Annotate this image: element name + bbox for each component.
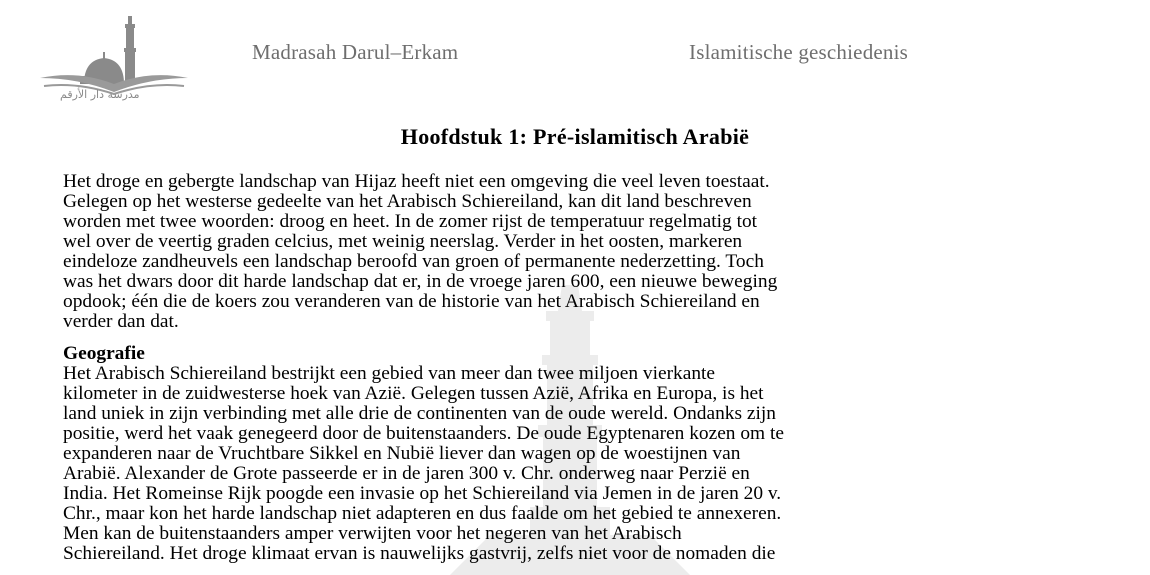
text-line: positie, werd het vaak genegeerd door de buitenstaanders. De oude Egyptenaren kozen om te: [63, 423, 784, 444]
text-line: eindeloze zandheuvels een landschap beroofd van groen of permanente nederzetting. Toch: [63, 251, 764, 272]
text-line: land uniek in zijn verbinding met alle drie de continenten van de oude wereld. Ondanks zijn: [63, 403, 776, 424]
text-line: Men kan de buitenstaanders amper verwijten voor het negeren van het Arabisch: [63, 523, 682, 544]
text-line: Arabië. Alexander de Grote passeerde er in de jaren 300 v. Chr. onderweg naar Perzië en: [63, 463, 750, 484]
text-line: India. Het Romeinse Rijk poogde een invasie op het Schiereiland via Jemen in de jaren 20 v.: [63, 483, 782, 504]
intro-paragraph: [63, 172, 1113, 332]
subject-name: Islamitische geschiedenis: [689, 40, 909, 64]
logo-arabic-text: مدرسة دار الأرقم: [60, 88, 140, 101]
text-line: Het droge en gebergte landschap van Hijaz heeft niet een omgeving die veel leven toestaat.: [63, 171, 770, 192]
text-line: expanderen naar de Vruchtbare Sikkel en Nubië liever dan wagen op de woestijnen van: [63, 443, 741, 464]
text-line: verder dan dat.: [63, 311, 179, 332]
text-line: Schiereiland. Het droge klimaat ervan is nauwelijks gastvrij, zelfs niet voor de nomaden die: [63, 543, 776, 564]
document-body: [63, 172, 1113, 564]
page-header: [0, 0, 1150, 110]
text-line: worden met twee woorden: droog en heet. In de zomer rijst de temperatuur regelmatig tot: [63, 211, 758, 232]
text-line: opdook; één die de koers zou veranderen van de historie van het Arabisch Schiereiland en: [63, 291, 760, 312]
text-line: kilometer in de zuidwesterse hoek van Azië. Gelegen tussen Azië, Afrika en Europa, is het: [63, 383, 764, 404]
text-line: wel over de veertig graden celcius, met weinig neerslag. Verder in het oosten, markeren: [63, 231, 743, 252]
text-line: Chr., maar kon het harde landschap niet adapteren en dus faalde om het gebied te annexeren.: [63, 503, 782, 524]
text-line: Gelegen op het westerse gedeelte van het Arabisch Schiereiland, kan dit land beschreven: [63, 191, 752, 212]
text-line: Het Arabisch Schiereiland bestrijkt een gebied van meer dan twee miljoen vierkante: [63, 363, 716, 384]
chapter-title: Hoofdstuk 1: Pré-islamitisch Arabië: [400, 124, 750, 149]
geography-paragraph: [63, 364, 1113, 564]
section-heading: Geografie: [63, 343, 145, 364]
text-line: was het dwars door dit harde landschap dat er, in de vroege jaren 600, een nieuwe beweging: [63, 271, 778, 292]
school-name: Madrasah Darul–Erkam: [252, 40, 459, 64]
